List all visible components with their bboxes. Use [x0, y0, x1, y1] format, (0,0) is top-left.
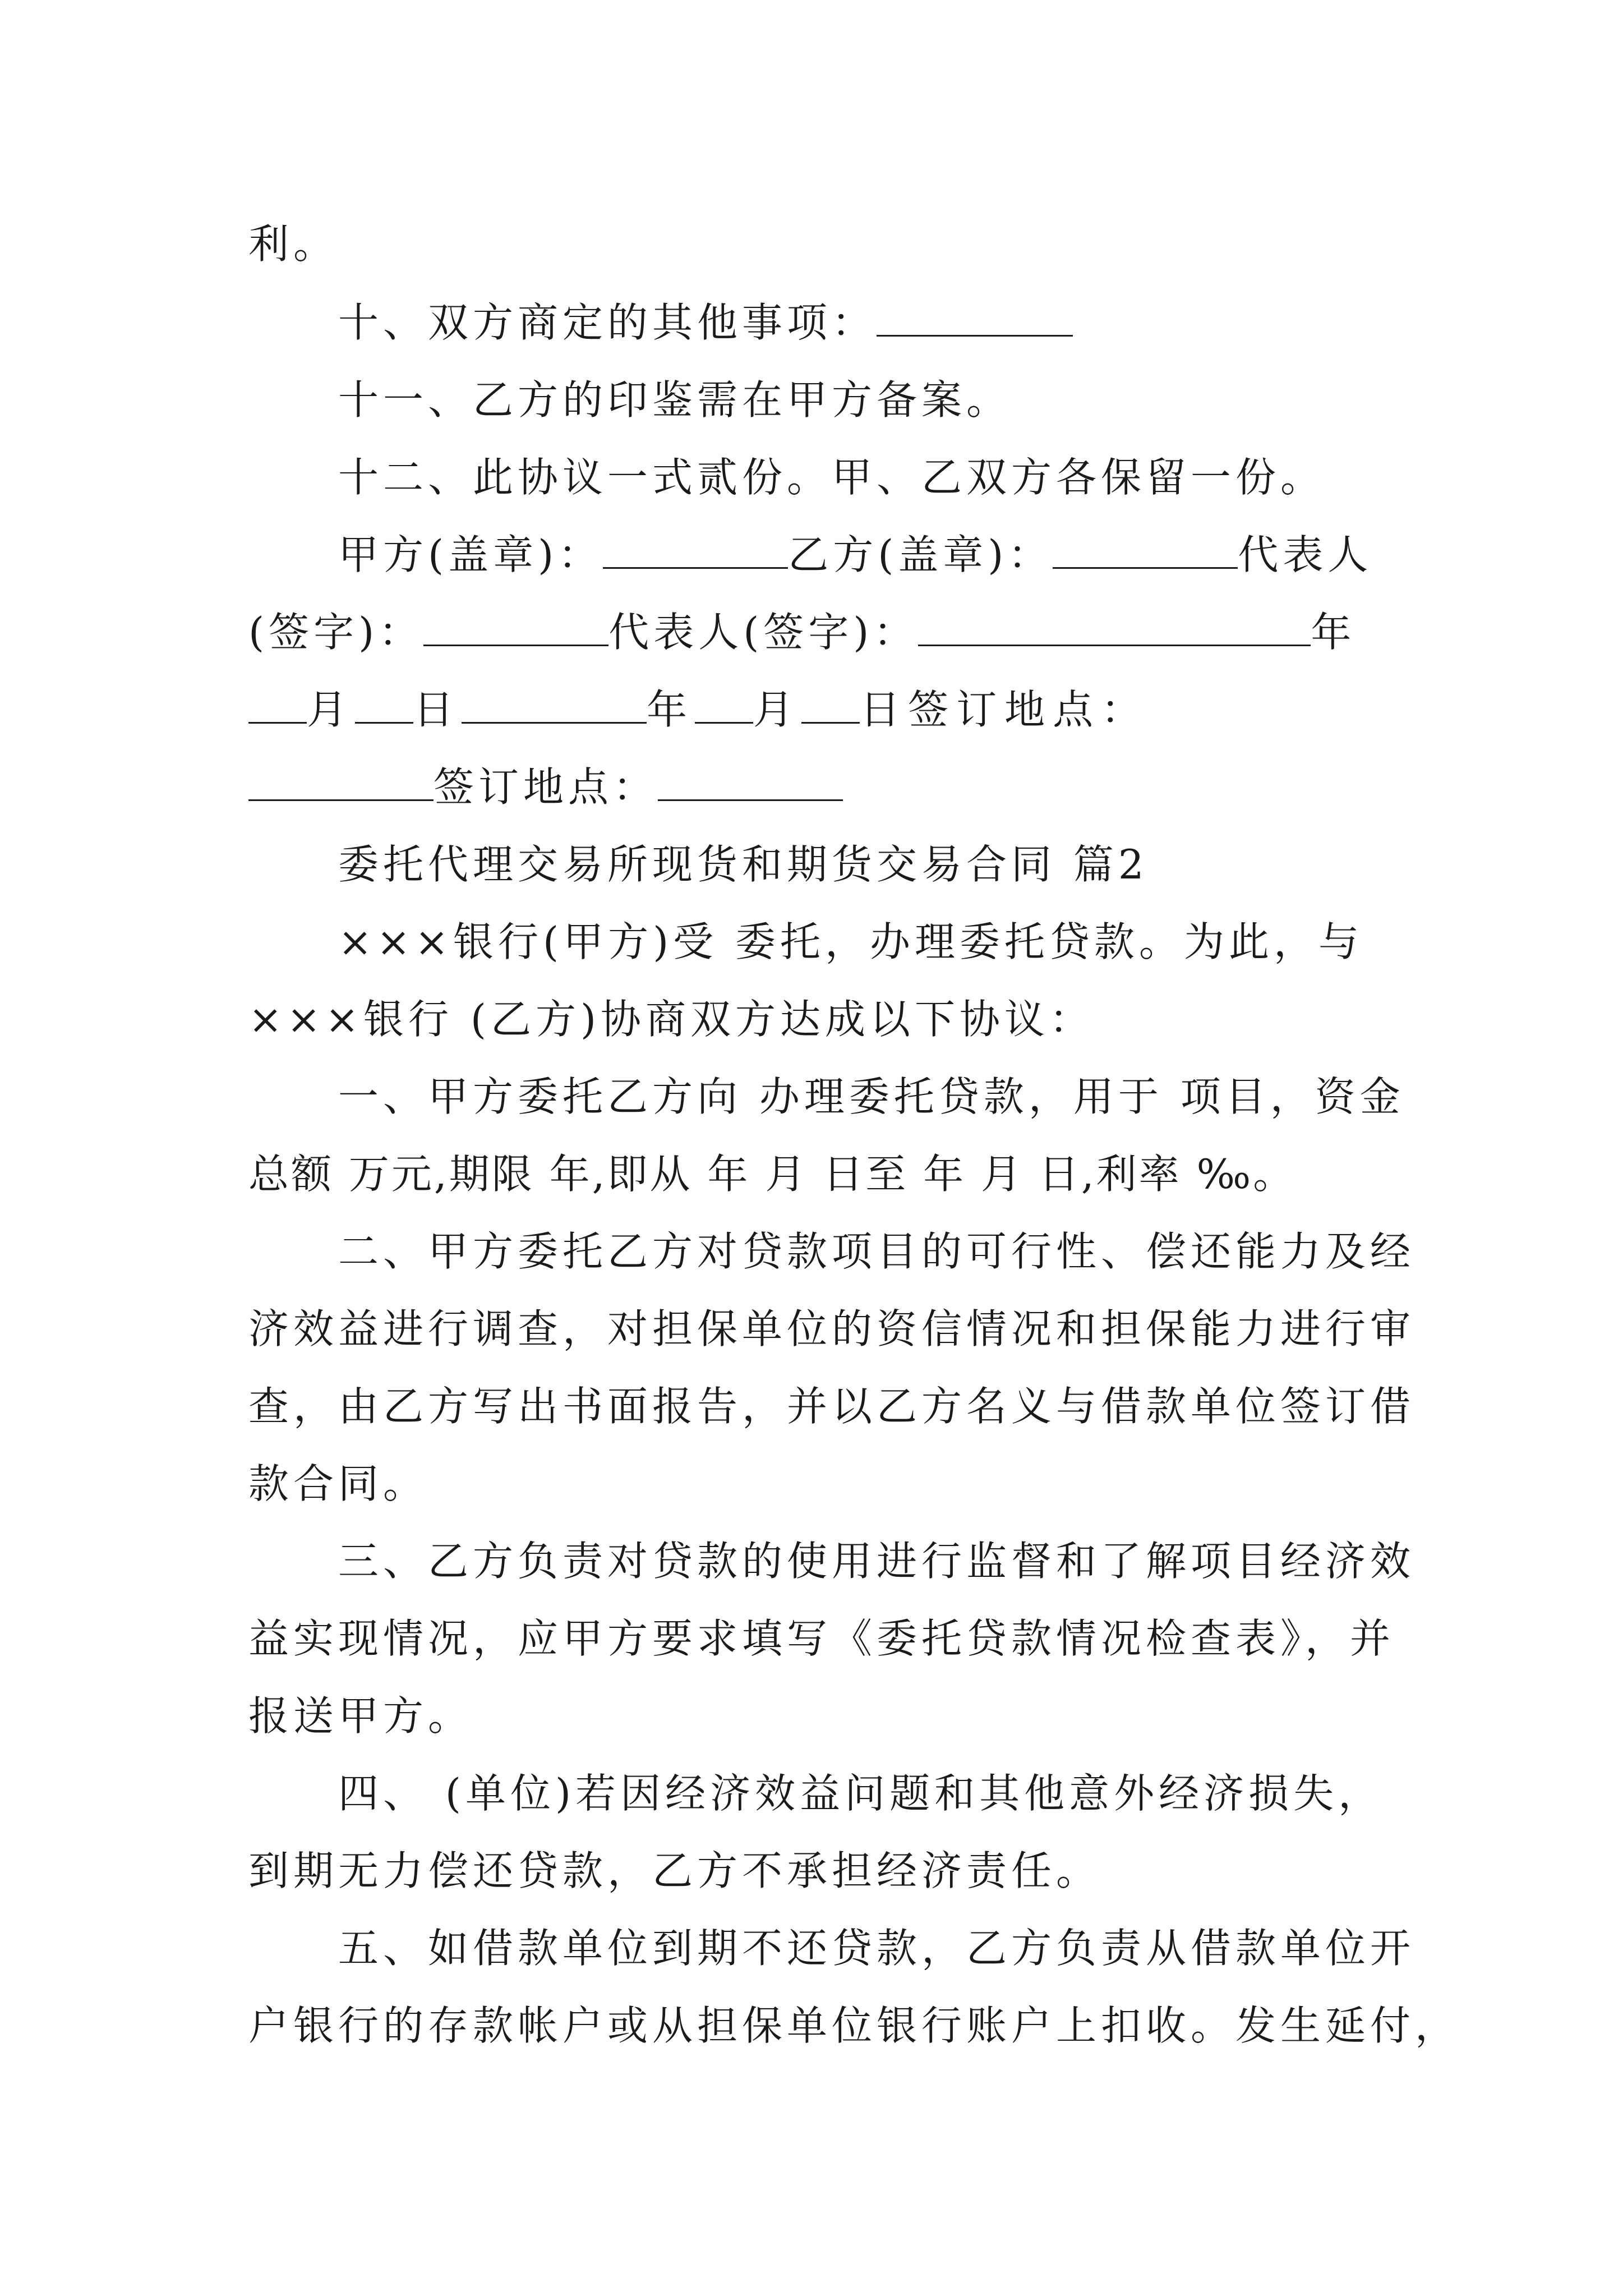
- text-line: [248, 1301, 1426, 1357]
- text-line: [338, 449, 1516, 505]
- text: 十二、此协议一式贰份。甲、乙双方各保留一份。: [338, 454, 1326, 501]
- text-line: [248, 1456, 1426, 1512]
- text-line: [248, 1688, 1426, 1744]
- fill-in-blank: [877, 296, 1073, 337]
- signature-line: [338, 527, 1516, 583]
- fill-in-blank: [801, 683, 860, 724]
- fill-in-blank: [1053, 528, 1238, 569]
- text-line: [248, 759, 1426, 815]
- text: 年: [1311, 609, 1356, 656]
- text: 代表人(签字)：: [608, 609, 919, 656]
- text: 日: [413, 686, 462, 733]
- text-line: [248, 1378, 1426, 1434]
- fill-in-blank: [248, 760, 434, 801]
- text-line: [248, 216, 1426, 272]
- signature-line: [248, 604, 1426, 660]
- fill-in-blank: [603, 528, 788, 569]
- text-line: [338, 1069, 1516, 1125]
- text: 一、甲方委托乙方向 办理委托贷款，用于 项目，资金: [338, 1073, 1405, 1120]
- text: 年: [647, 686, 695, 733]
- fill-in-blank: [248, 683, 307, 724]
- text-line: [338, 372, 1516, 428]
- text-line: [338, 914, 1516, 970]
- text: 到期无力偿还贷款，乙方不承担经济责任。: [248, 1847, 1101, 1894]
- text: 十、双方商定的其他事项：: [338, 299, 877, 346]
- fill-in-blank: [462, 683, 647, 724]
- text: 二、甲方委托乙方对贷款项目的可行性、偿还能力及经: [338, 1228, 1415, 1275]
- fill-in-blank: [355, 683, 413, 724]
- text-line: [338, 1920, 1516, 1976]
- text: 代表人: [1238, 531, 1373, 578]
- text-line: [338, 295, 1516, 351]
- fill-in-blank: [695, 683, 753, 724]
- text: 乙方(盖章)：: [788, 531, 1053, 578]
- text-line: [248, 1611, 1426, 1667]
- text-line: [338, 1223, 1516, 1280]
- text-line: [248, 1998, 1460, 2054]
- text: 签订地点：: [434, 763, 658, 811]
- text: 十一、乙方的印鉴需在甲方备案。: [338, 376, 1012, 424]
- text-line: [338, 1533, 1516, 1589]
- text: 四、 (单位)若因经济效益问题和其他意外经济损失，: [338, 1770, 1384, 1817]
- fill-in-blank: [918, 605, 1311, 646]
- text-line: [248, 991, 1426, 1047]
- text: 查，由乙方写出书面报告，并以乙方名义与借款单位签订借: [248, 1383, 1415, 1430]
- text: ×××银行 (乙方)协商双方达成以下协议：: [248, 996, 1095, 1043]
- text: 五、如借款单位到期不还贷款，乙方负责从借款单位开: [338, 1925, 1415, 1972]
- text: 户银行的存款帐户或从担保单位银行账户上扣收。发生延付，: [248, 2002, 1460, 2049]
- text: 日签订地点：: [860, 686, 1150, 733]
- text: 月: [307, 686, 356, 733]
- text-line: [248, 1146, 1426, 1202]
- fill-in-blank: [423, 605, 608, 646]
- text: 济效益进行调查，对担保单位的资信情况和担保能力进行审: [248, 1305, 1415, 1352]
- text-line: [338, 1765, 1516, 1821]
- text-line: [248, 1843, 1426, 1899]
- text: 益实现情况，应甲方要求填写《委托贷款情况检查表》，并: [248, 1615, 1395, 1662]
- text: 款合同。: [248, 1460, 428, 1507]
- text: 总额 万元,期限 年,即从 年 月 日至 年 月 日,利率 ‰。: [248, 1151, 1296, 1198]
- fill-in-blank: [658, 760, 843, 801]
- text: 委托代理交易所现货和期货交易合同 篇2: [338, 841, 1149, 888]
- text: 报送甲方。: [248, 1692, 473, 1740]
- text: ×××银行(甲方)受 委托，办理委托贷款。为此，与: [338, 918, 1364, 965]
- section-heading: [338, 836, 1516, 892]
- text: 利。: [248, 220, 339, 268]
- text: 月: [753, 686, 802, 733]
- text: (签字)：: [248, 609, 424, 656]
- text: 三、乙方负责对贷款的使用进行监督和了解项目经济效: [338, 1538, 1415, 1585]
- text: 甲方(盖章)：: [338, 531, 603, 578]
- date-line: [248, 682, 1426, 738]
